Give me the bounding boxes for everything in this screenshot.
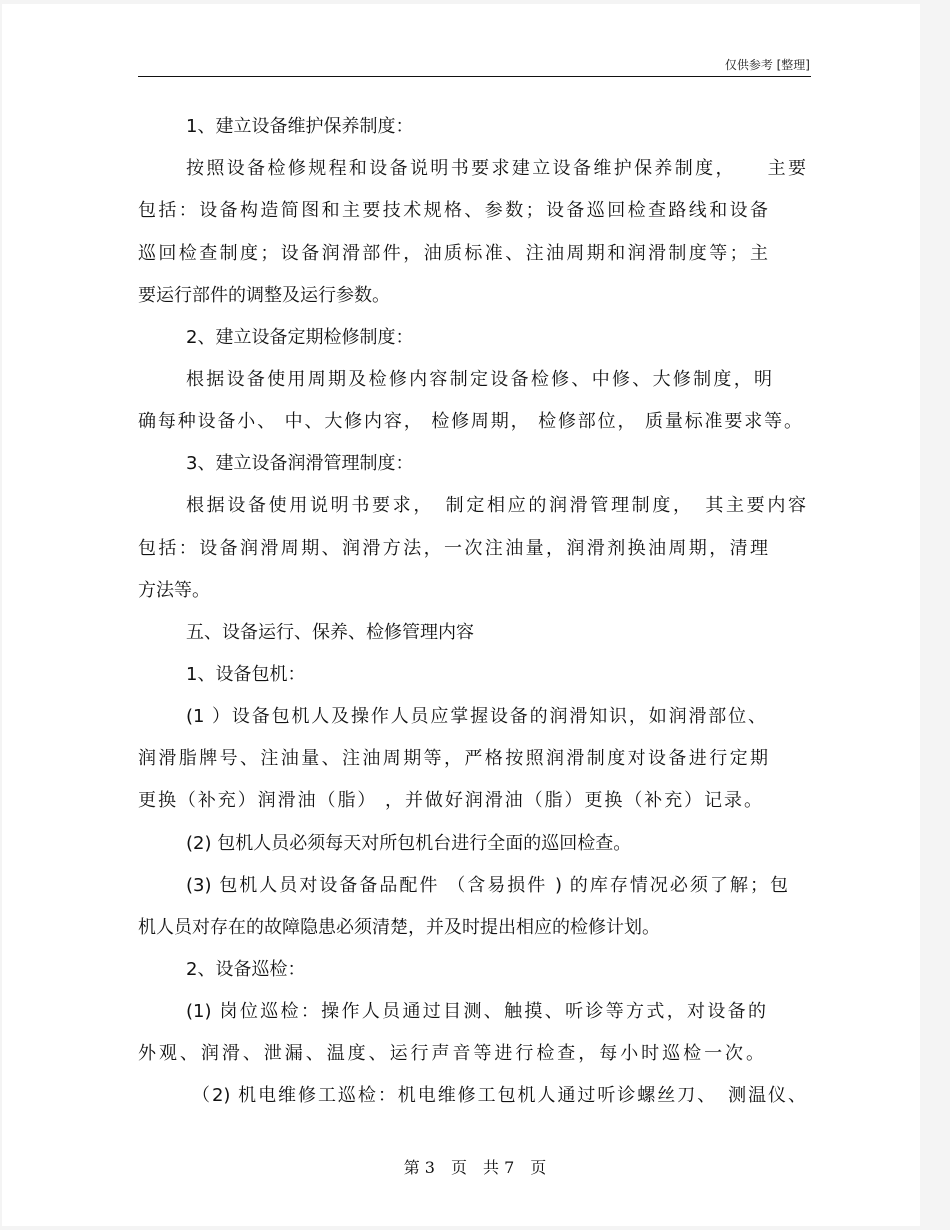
text-line: (1) 岗位巡检：操作人员通过目测、触摸、听诊等方式，对设备的 [186, 1001, 766, 1022]
text-line: 3、建立设备润滑管理制度： [186, 453, 414, 474]
text-line: （2) 机电维修工巡检：机电维修工包机人通过听诊螺丝刀、 测温仪、 [192, 1085, 806, 1106]
text-line: 2、建立设备定期检修制度： [186, 327, 414, 348]
text-line: 外观、润滑、泄漏、温度、运行声音等进行检查，每小时巡检一次。 [138, 1043, 764, 1064]
header-rule [138, 76, 811, 77]
text-line: 包括：设备润滑周期、润滑方法，一次注油量，润滑剂换油周期，清理 [138, 538, 768, 559]
text-line: 要运行部件的调整及运行参数。 [138, 285, 390, 306]
text-line: 1、设备包机： [186, 664, 306, 685]
text-line: 更换（补充）润滑油（脂） ，并做好润滑油（脂）更换（补充）记录。 [138, 790, 762, 811]
page-footer: 第 3 页 共 7 页 [403, 1158, 547, 1177]
text-line: (2) 包机人员必须每天对所包机台进行全面的巡回检查。 [186, 833, 632, 854]
text-line: 按照设备检修规程和设备说明书要求建立设备维护保养制度， 主要 [186, 158, 806, 179]
text-line: 根据设备使用说明书要求， 制定相应的润滑管理制度， 其主要内容 [186, 495, 806, 516]
text-line: 根据设备使用周期及检修内容制定设备检修、中修、大修制度，明 [186, 369, 772, 390]
text-line: 1、建立设备维护保养制度： [186, 116, 414, 137]
text-line: 方法等。 [138, 580, 210, 601]
text-line: 机人员对存在的故障隐患必须清楚，并及时提出相应的检修计划。 [138, 917, 660, 938]
header-note: 仅供参考 [整理] [724, 58, 810, 72]
text-line: 润滑脂牌号、注油量、注油周期等，严格按照润滑制度对设备进行定期 [138, 748, 768, 769]
text-line: (3) 包机人员对设备备品配件 （含易损件 ) 的库存情况必须了解；包 [186, 875, 788, 896]
text-line: 2、设备巡检： [186, 959, 306, 980]
text-line: 五、设备运行、保养、检修管理内容 [186, 622, 474, 643]
text-line: (1 ）设备包机人及操作人员应掌握设备的润滑知识，如润滑部位、 [186, 706, 766, 727]
text-line: 确每种设备小、 中、大修内容， 检修周期， 检修部位， 质量标准要求等。 [138, 411, 802, 432]
text-line: 巡回检查制度；设备润滑部件，油质标准、注油周期和润滑制度等；主 [138, 243, 768, 264]
text-line: 包括：设备构造简图和主要技术规格、参数；设备巡回检查路线和设备 [138, 200, 768, 221]
